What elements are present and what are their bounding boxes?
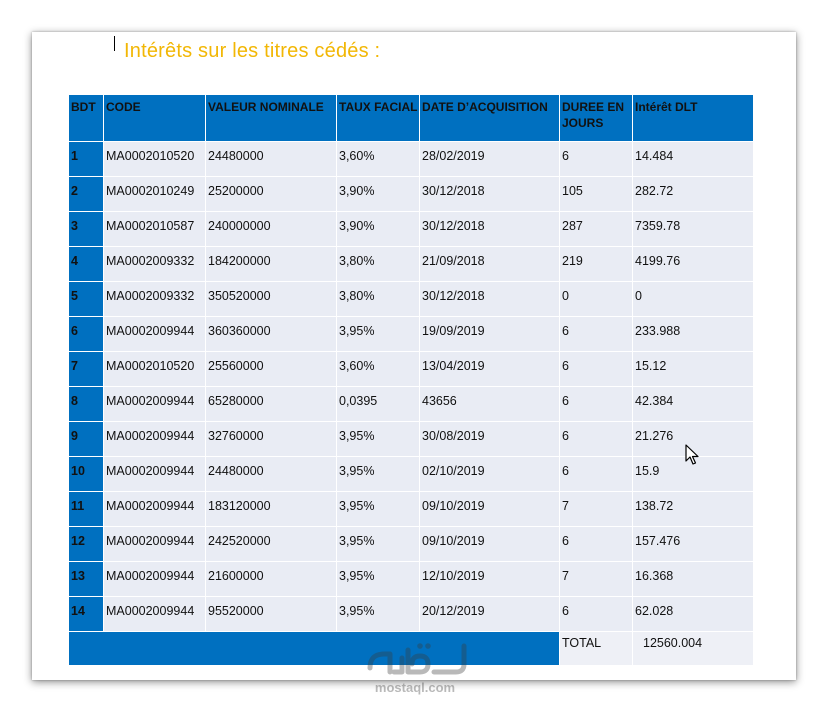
table-row	[69, 247, 754, 282]
total-spacer	[69, 632, 560, 666]
cell-valeur-nominale: 360360000	[206, 317, 337, 352]
table-row	[69, 562, 754, 597]
cell-duree-jours: 7	[560, 492, 633, 527]
table-row	[69, 317, 754, 352]
cell-code: MA0002009332	[104, 282, 206, 317]
cell-interet-dlt: 15.12	[633, 352, 754, 387]
cell-valeur-nominale: 350520000	[206, 282, 337, 317]
watermark-text: mostaql.com	[374, 680, 456, 695]
table-row	[69, 177, 754, 212]
cell-duree-jours: 105	[560, 177, 633, 212]
cell-interet-dlt: 233.988	[633, 317, 754, 352]
cell-bdt: 14	[69, 597, 104, 632]
cell-valeur-nominale: 240000000	[206, 212, 337, 247]
total-value-cell	[633, 632, 754, 666]
cell-duree-jours: 6	[560, 387, 633, 422]
cell-taux-facial: 3,80%	[337, 282, 420, 317]
cell-interet-dlt: 15.9	[633, 457, 754, 492]
cell-code: MA0002010587	[104, 212, 206, 247]
cell-valeur-nominale: 25560000	[206, 352, 337, 387]
cell-duree-jours: 6	[560, 457, 633, 492]
cell-bdt: 4	[69, 247, 104, 282]
cell-code: MA0002009944	[104, 527, 206, 562]
cell-code: MA0002009332	[104, 247, 206, 282]
cell-taux-facial: 3,95%	[337, 422, 420, 457]
table-body	[69, 142, 754, 632]
cell-taux-facial: 3,95%	[337, 562, 420, 597]
cell-date-acquisition: 19/09/2019	[420, 317, 560, 352]
cell-interet-dlt: 138.72	[633, 492, 754, 527]
cell-bdt: 7	[69, 352, 104, 387]
cell-duree-jours: 6	[560, 527, 633, 562]
cell-interet-dlt: 62.028	[633, 597, 754, 632]
cell-valeur-nominale: 95520000	[206, 597, 337, 632]
document-page	[32, 32, 796, 680]
header-taux-facial: TAUX FACIAL	[337, 95, 420, 142]
table-row	[69, 492, 754, 527]
cell-interet-dlt: 21.276	[633, 422, 754, 457]
cell-taux-facial: 3,80%	[337, 247, 420, 282]
cell-valeur-nominale: 21600000	[206, 562, 337, 597]
table-header-row	[69, 95, 754, 142]
cell-duree-jours: 219	[560, 247, 633, 282]
table-row	[69, 142, 754, 177]
cell-valeur-nominale: 183120000	[206, 492, 337, 527]
cell-taux-facial: 3,90%	[337, 177, 420, 212]
cell-taux-facial: 3,90%	[337, 212, 420, 247]
mouse-pointer-icon	[685, 444, 699, 466]
cell-code: MA0002009944	[104, 492, 206, 527]
cell-bdt: 12	[69, 527, 104, 562]
cell-date-acquisition: 13/04/2019	[420, 352, 560, 387]
cell-date-acquisition: 30/12/2018	[420, 282, 560, 317]
cell-bdt: 5	[69, 282, 104, 317]
table-row	[69, 457, 754, 492]
cell-valeur-nominale: 24480000	[206, 457, 337, 492]
cell-date-acquisition: 28/02/2019	[420, 142, 560, 177]
cell-duree-jours: 6	[560, 352, 633, 387]
cell-code: MA0002009944	[104, 597, 206, 632]
header-code: CODE	[104, 95, 206, 142]
cell-duree-jours: 6	[560, 422, 633, 457]
document-title: Intérêts sur les titres cédés :	[124, 40, 381, 62]
cell-duree-jours: 6	[560, 317, 633, 352]
cell-date-acquisition: 09/10/2019	[420, 492, 560, 527]
cell-bdt: 9	[69, 422, 104, 457]
cell-valeur-nominale: 65280000	[206, 387, 337, 422]
cell-date-acquisition: 43656	[420, 387, 560, 422]
table-row	[69, 282, 754, 317]
cell-interet-dlt: 157.476	[633, 527, 754, 562]
header-duree-en-jours: DUREE EN JOURS	[560, 95, 633, 142]
cell-interet-dlt: 282.72	[633, 177, 754, 212]
cell-interet-dlt: 42.384	[633, 387, 754, 422]
header-interet-dlt: Intérêt DLT	[633, 95, 754, 142]
cell-code: MA0002010249	[104, 177, 206, 212]
cell-bdt: 13	[69, 562, 104, 597]
cell-date-acquisition: 12/10/2019	[420, 562, 560, 597]
cell-code: MA0002009944	[104, 387, 206, 422]
cell-duree-jours: 0	[560, 282, 633, 317]
cell-bdt: 2	[69, 177, 104, 212]
cell-taux-facial: 3,60%	[337, 142, 420, 177]
cell-date-acquisition: 30/12/2018	[420, 177, 560, 212]
header-date-acquisition: DATE D’ACQUISITION	[420, 95, 560, 142]
header-valeur-nominale: VALEUR NOMINALE	[206, 95, 337, 142]
cell-valeur-nominale: 184200000	[206, 247, 337, 282]
cell-taux-facial: 3,95%	[337, 527, 420, 562]
cell-bdt: 8	[69, 387, 104, 422]
total-value: 12560.004	[643, 636, 703, 650]
cell-duree-jours: 7	[560, 562, 633, 597]
table-row	[69, 597, 754, 632]
cell-code: MA0002009944	[104, 562, 206, 597]
cell-bdt: 1	[69, 142, 104, 177]
table-row	[69, 422, 754, 457]
cell-code: MA0002010520	[104, 142, 206, 177]
cell-taux-facial: 0,0395	[337, 387, 420, 422]
cell-date-acquisition: 09/10/2019	[420, 527, 560, 562]
total-label: TOTAL	[560, 632, 633, 666]
cell-bdt: 11	[69, 492, 104, 527]
cell-date-acquisition: 30/12/2018	[420, 212, 560, 247]
cell-valeur-nominale: 24480000	[206, 142, 337, 177]
cell-date-acquisition: 20/12/2019	[420, 597, 560, 632]
cell-taux-facial: 3,95%	[337, 597, 420, 632]
cell-date-acquisition: 30/08/2019	[420, 422, 560, 457]
table-row	[69, 352, 754, 387]
cell-interet-dlt: 16.368	[633, 562, 754, 597]
header-bdt: BDT	[69, 95, 104, 142]
cell-taux-facial: 3,95%	[337, 457, 420, 492]
cell-interet-dlt: 14.484	[633, 142, 754, 177]
cell-date-acquisition: 02/10/2019	[420, 457, 560, 492]
cell-valeur-nominale: 25200000	[206, 177, 337, 212]
cell-bdt: 6	[69, 317, 104, 352]
cell-valeur-nominale: 32760000	[206, 422, 337, 457]
cell-code: MA0002009944	[104, 317, 206, 352]
cell-code: MA0002010520	[104, 352, 206, 387]
cell-code: MA0002009944	[104, 422, 206, 457]
cell-duree-jours: 287	[560, 212, 633, 247]
interest-table	[68, 94, 754, 666]
cell-code: MA0002009944	[104, 457, 206, 492]
cell-bdt: 10	[69, 457, 104, 492]
cell-interet-dlt: 0	[633, 282, 754, 317]
text-caret	[114, 36, 115, 51]
table-row	[69, 527, 754, 562]
cell-taux-facial: 3,95%	[337, 492, 420, 527]
cell-duree-jours: 6	[560, 597, 633, 632]
cell-taux-facial: 3,95%	[337, 317, 420, 352]
cell-valeur-nominale: 242520000	[206, 527, 337, 562]
table-row	[69, 212, 754, 247]
cell-interet-dlt: 4199.76	[633, 247, 754, 282]
table-row	[69, 387, 754, 422]
cell-bdt: 3	[69, 212, 104, 247]
cell-date-acquisition: 21/09/2018	[420, 247, 560, 282]
cell-taux-facial: 3,60%	[337, 352, 420, 387]
cell-interet-dlt: 7359.78	[633, 212, 754, 247]
mostaql-watermark-icon	[360, 640, 470, 702]
cell-duree-jours: 6	[560, 142, 633, 177]
